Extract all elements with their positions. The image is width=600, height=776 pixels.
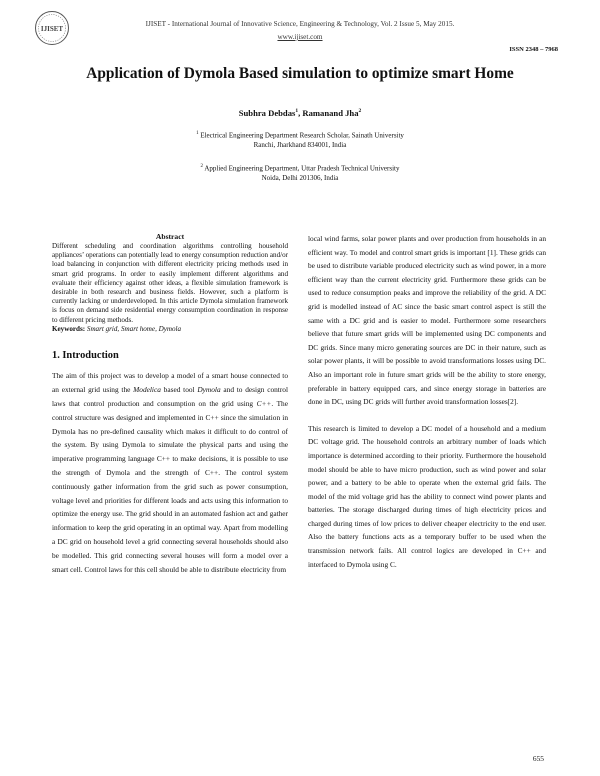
affiliation-1-line-2: Ranchi, Jharkhand 834001, India (253, 140, 347, 149)
intro-modelica: Modelica (133, 385, 161, 395)
journal-website-link[interactable]: www.ijiset.com (277, 33, 323, 41)
author-separator: , (298, 108, 303, 118)
intro-dymola: Dymola (197, 385, 221, 395)
journal-website-line (0, 33, 600, 41)
logo-text: IJISET (40, 25, 64, 33)
intro-text-3: and to design control laws that control production and consumption on the grid using (52, 385, 288, 409)
introduction-paragraph (52, 369, 288, 576)
affiliation-1 (0, 129, 600, 150)
section-heading-introduction: 1. Introduction (52, 350, 119, 362)
affiliation-2-line-1: Applied Engineering Department, Uttar Pradesh Technical University (204, 164, 400, 173)
intro-text-1: The aim of this project was to develop a model of a smart house connected to an external grid using the (52, 371, 288, 395)
left-column (52, 232, 288, 576)
author-list (0, 108, 600, 118)
right-paragraph-2: This research is limited to develop a DC model of a household and a medium DC voltage grid. The household controls an arbitrary number of loads which importance is determined according to their priority. Furthermore the household model should be able to have micro production, such as wind power and solar power, and a battery to be able to operate when the external grid fails. The model of the mid voltage grid has the ability to connect wind power plants and batteries. The storage discharged during times of high electricity prices and charged during times of low prices to deliver cheaper electricity to the end user. Also the battery functions acts as a temporary buffer to be used when the transmission network fails. All control logics are developed in C++ and interfaced to Dymola using C. (308, 423, 546, 569)
abstract-text: Different scheduling and coordination algorithms controlling household appliances’ operations can potentially lead to energy consumption reduction and/or load balancing in conjunction with different electricity pricing methods used in smart grid programs. In order to easily implement different algorithms and evaluate their efficiency against other ideas, a flexible simulation framework is desirable in both research and business fields. However, such a platform is currently lacking or underdeveloped. In this article Dymola simulation framework is focus on demand side residential energy consumption coordination in response to different pricing methods. (52, 242, 288, 324)
intro-text-2: based tool (160, 385, 198, 395)
author-2-affiliation-mark: 2 (358, 108, 362, 115)
affiliation-2-mark: 2 (200, 164, 203, 169)
affiliation-1-mark: 1 (196, 131, 199, 136)
abstract-heading: Abstract (155, 232, 185, 241)
affiliation-1-line-1: Electrical Engineering Department Research Scholar, Sainath University (200, 131, 404, 140)
affiliation-2-line-2: Noida, Delhi 201306, India (261, 173, 339, 182)
intro-text-4: . The control structure was designed and implemented in C++ since the simulation in Dymola has no pre-defined causality which makes it difficult to do control of the system. By using Dymola to simulate the physical parts and using the imperative programming language C++ to make decisions, it is possible to use the strength of Dymola and the strength of C++. The control system continuously gather information from the grid such as power consumption, voltage level and priorities for different loads and acts using this information to optimize the energy use. The grid should in an automated fashion act and gather information to keep the grid operating in an optimal way. Apart from modelling a DC grid on household level a grid connecting several households should also be modelled. This grid connecting several houses will form a model over a smart cell. Control laws for this cell should be able to distribute electricity from (52, 399, 288, 574)
journal-header-line: IJISET - International Journal of Innovative Science, Engineering & Technology, Vol. 2 Issue 5, May 2015. (145, 20, 455, 28)
author-1-name: Subhra Debdas (238, 108, 296, 118)
intro-cpp: C++ (256, 399, 272, 409)
issn-number: ISSN 2348 – 7968 (509, 46, 558, 53)
right-column (308, 232, 546, 571)
paper-title: Application of Dymola Based simulation to optimize smart Home (86, 65, 514, 82)
keywords (52, 325, 288, 335)
keywords-label: Keywords: (52, 324, 86, 333)
author-2-name: Ramanand Jha (302, 108, 359, 118)
keywords-list: Smart grid, Smart home, Dymola (86, 324, 182, 333)
page-number: 655 (532, 754, 544, 763)
right-paragraph-1: local wind farms, solar power plants and over production from households in an efficient way. To model and control smart grids is important [1]. These grids can be used to distribute variable produced electricity such as wind power, in a more efficient way than the current electricity grid. Furthermore these grids can be used to reduce consumption peaks and improve the reliability of the grid. A DC grid is modelled instead of AC since the basic smart control aspect is still the same with a DC grid and is easier to model. Furthermore some researchers believe that future smart grids will be implemented using DC components and DC grids. Since many micro generating sources are DC in their nature, such as solar power plants, it will be possible to avoid transformations losses using DC. Also an important role in future smart grids will be the ability to store energy, preferable in battery equipped cars, and since energy storage in batteries are done in DC, using DC grids will further avoid transformation losses[2]. (308, 234, 546, 407)
affiliation-2 (0, 162, 600, 183)
author-1-affiliation-mark: 1 (295, 108, 299, 115)
